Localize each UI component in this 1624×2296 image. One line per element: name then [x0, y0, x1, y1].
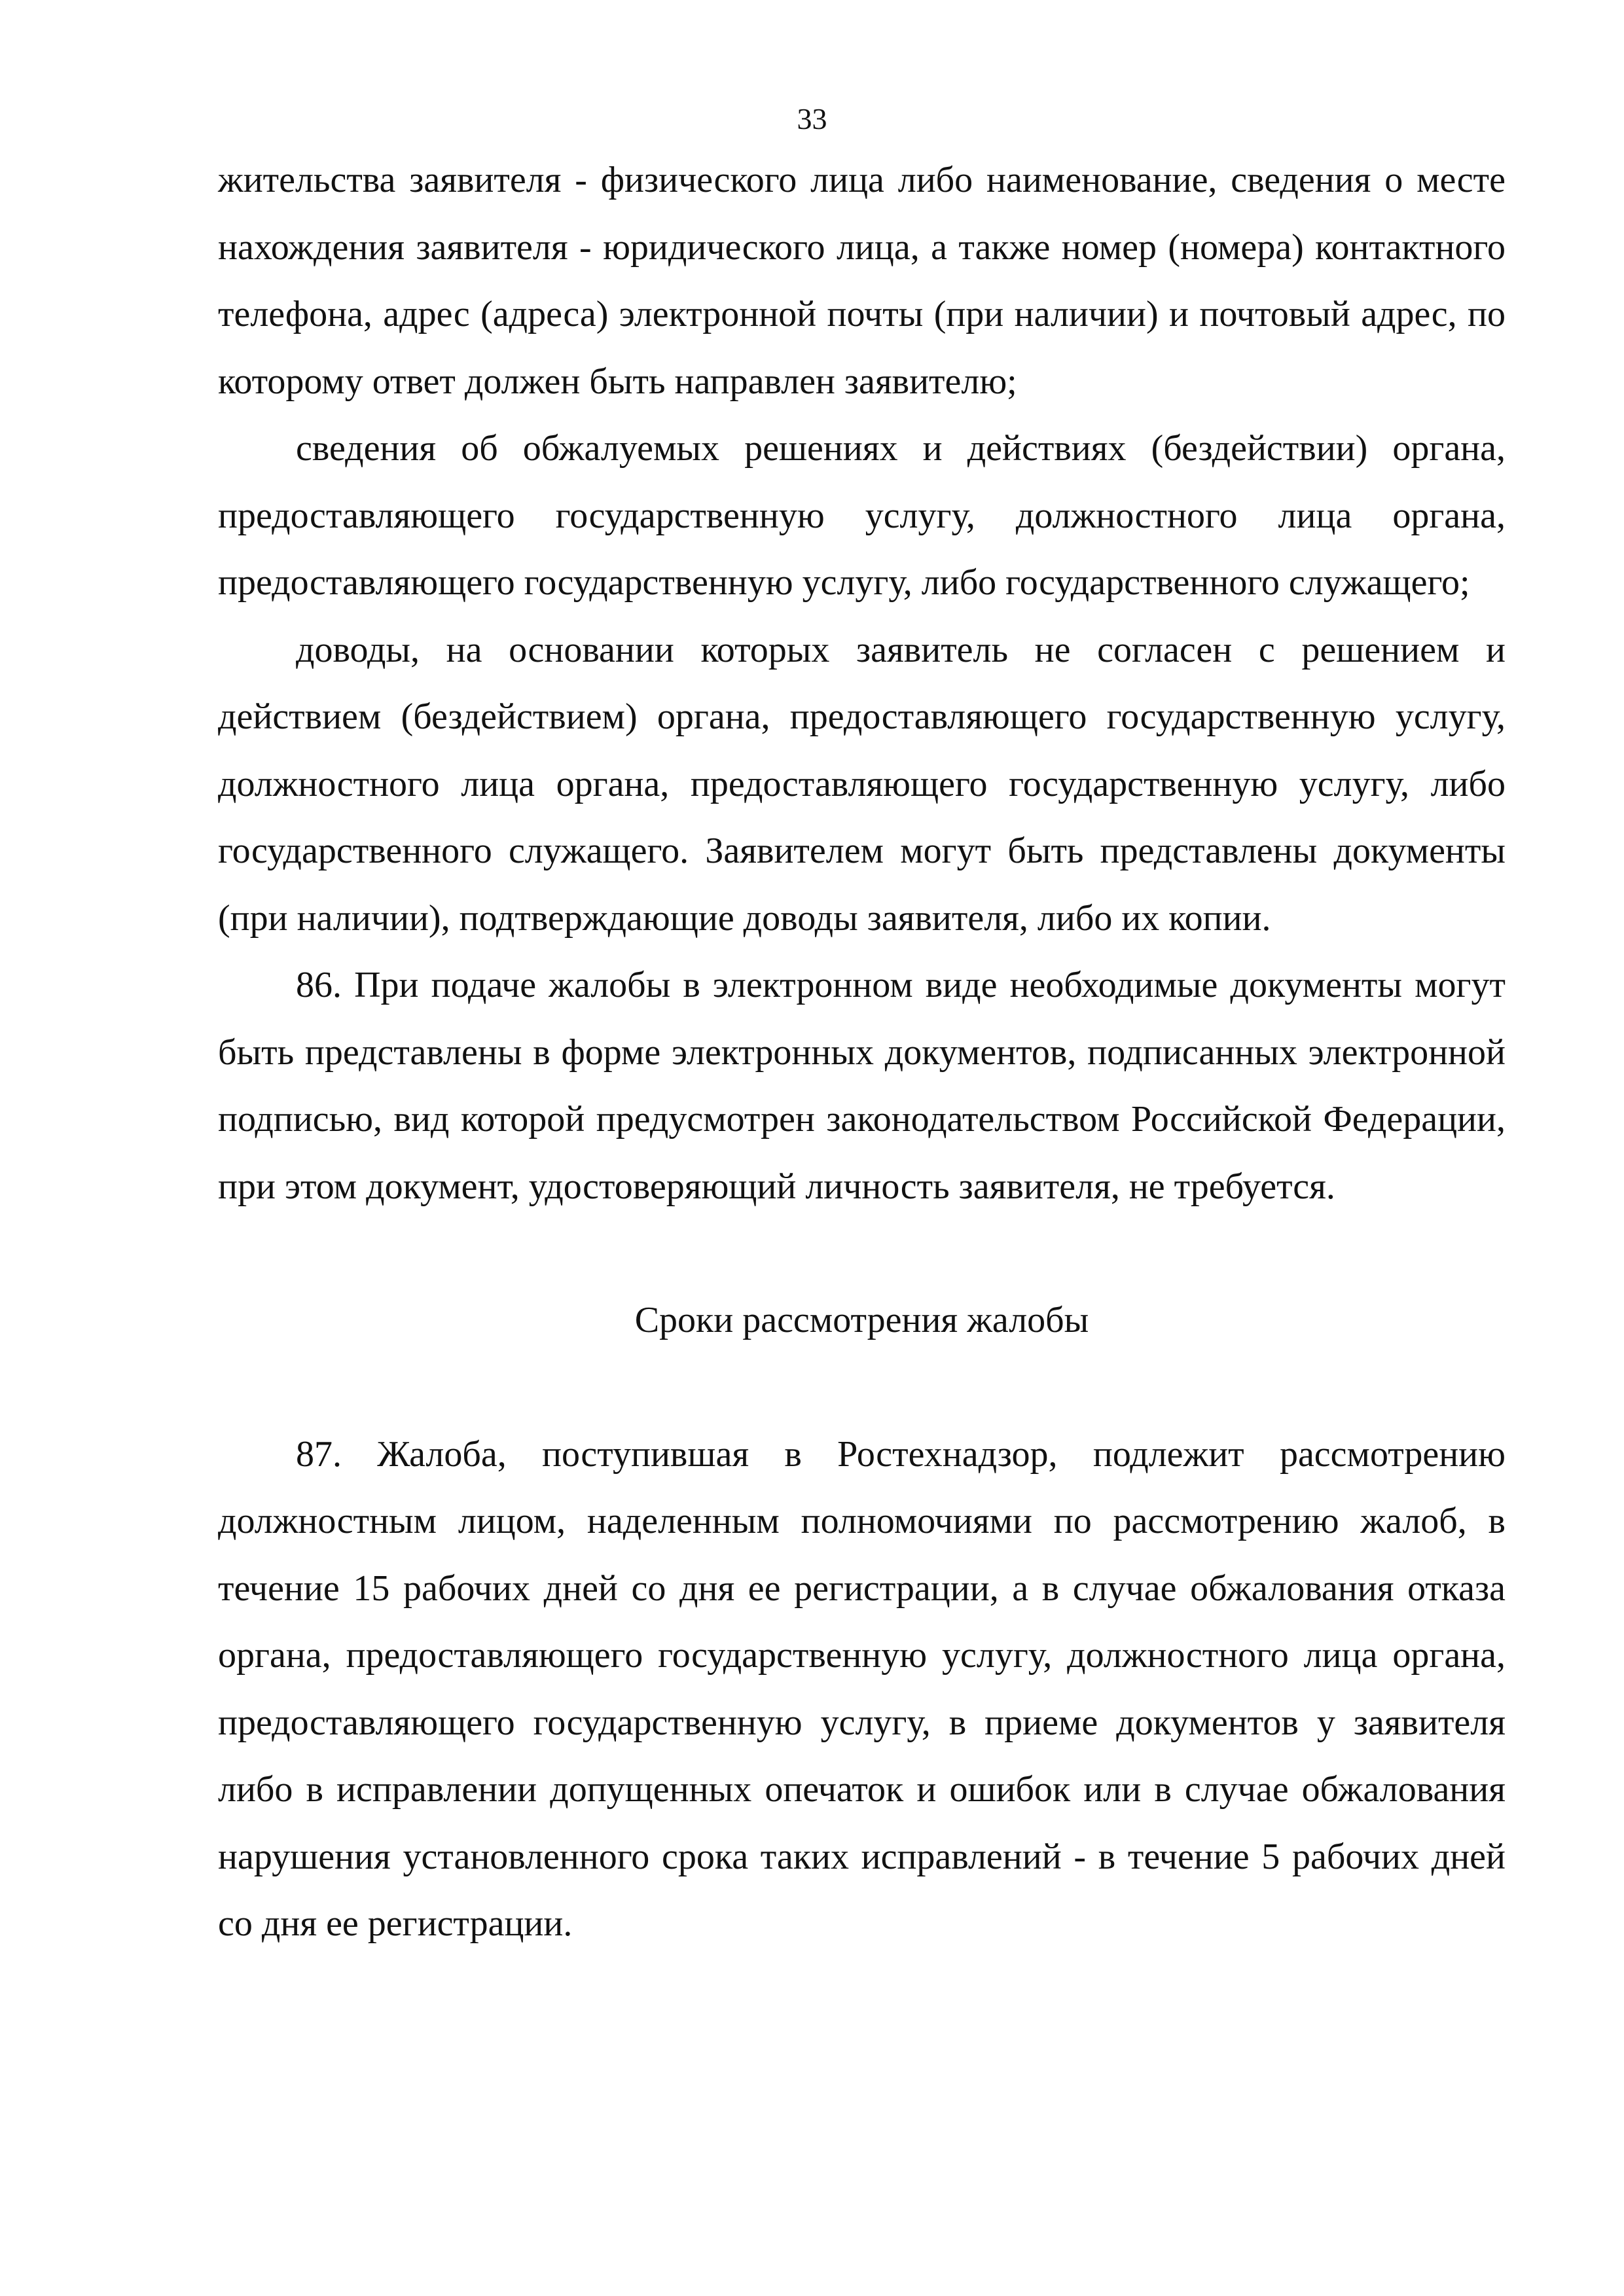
paragraph-87: 87. Жалоба, поступившая в Ростехнадзор, подлежит рассмотрению должностным лицом, наделенным полномочиями по рассмотрению жалоб, в течение 15 рабочих дней со дня ее регистрации, а в случае обжалования отказа органа, предоставляющего государственную услугу, должностного лица органа, предоставляющего государственную услугу, в приеме документов у заявителя либо в исправлении допущенных опечаток и ошибок или в случае обжалования нарушения установленного срока таких исправлений - в течение 5 рабочих дней со дня ее регистрации. [218, 1433, 1506, 1944]
paragraph-appealed-decisions: сведения об обжалуемых решениях и действиях (бездействии) органа, предоставляющего государственную услугу, должностного лица органа, предоставляющего государственную услугу, либо государственного служащего; [218, 428, 1506, 603]
page-content [218, 147, 1506, 1958]
page-number: 33 [797, 102, 827, 135]
paragraph-continuation: жительства заявителя - физического лица либо наименование, сведения о месте нахождения заявителя - юридического лица, а также номер (номера) контактного телефона, адрес (адреса) электронной почты (при наличии) и почтовый адрес, по которому ответ должен быть направлен заявителю; [218, 160, 1506, 402]
paragraph-arguments: доводы, на основании которых заявитель не согласен с решением и действием (бездействием) органа, предоставляющего государственную услугу, должностного лица органа, предоставляющего государственную услугу, либо государственного служащего. Заявителем могут быть представлены документы (при наличии), подтверждающие доводы заявителя, либо их копии. [218, 629, 1506, 939]
section-heading: Сроки рассмотрения жалобы [634, 1300, 1089, 1340]
paragraph-86: 86. При подаче жалобы в электронном виде необходимые документы могут быть представлены в форме электронных документов, подписанных электронной подписью, вид которой предусмотрен законодательством Российской Федерации, при этом документ, удостоверяющий личность заявителя, не требуется. [218, 965, 1506, 1207]
